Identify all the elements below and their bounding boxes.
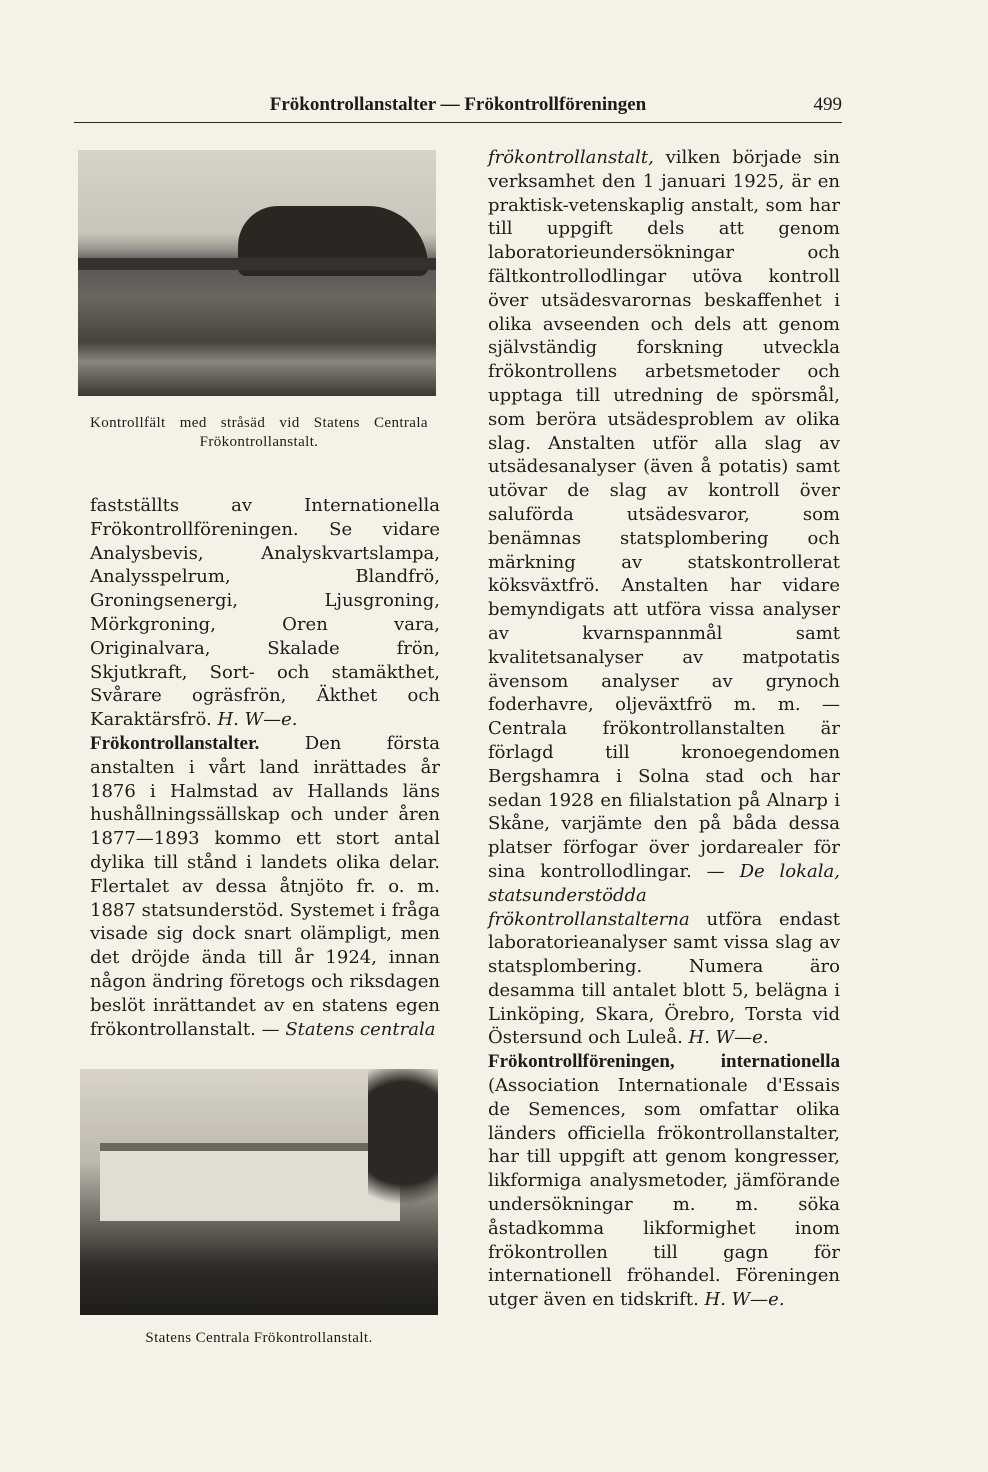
page-number: 499 [813,94,842,115]
paragraph-text: (Association Internationale d'Essais de Semences, som omfattar olika länders officiella frökontrollanstalter, har till uppgift att genom kongresser, likformiga analysmetoder, jämförande undersökningar m. m. söka åstadkomma likformighet inom frökontrollen till gagn för internationell fröhandel. Föreningen utger även en tidskrift. [488,1075,840,1311]
field-strip-shape [78,258,436,270]
paragraph [90,494,440,732]
paragraph-text: vilken började sin verksamhet den 1 januari 1925, är en praktisk-vetenskaplig anstalt, som har till uppgift dels att genom laboratorieundersökningar och fältkontrollodlingar utöva kontroll över utsädesvarornas beskaffenhet i olika avseenden och dels att genom självständig forskning utveckla frökontrollens arbetsmetoder och upptaga till utredning de spörsmål, som beröra utsädesproblem av olika slag. Anstalten utför alla slag av utsädesanalyser (även å potatis) samt utövar de slag av kontroll över saluförda utsädesvaror, som benämnas statsplombering och märkning av statskontrollerat köksväxtfrö. Anstalten har vidare bemyndigats att utföra vissa analyser av kvarnspannmål samt kvalitetsanalyser av matpotatis ävensom analyser av grynoch foderhavre, oljeväxtfrö m. m. — Centrala frökontrollanstalten är förlagd till kronoegendomen Bergshamra i Solna stad och har sedan 1928 en filialstation på Alnarp i Skåne, varjämte den på båda dessa platser förfogar över jordarealer för sina kontrollodlingar. — [488,147,840,882]
building-photo-icon [80,1069,438,1315]
entry-heading: Frökontrollanstalter. [90,732,260,754]
paragraph-text: Den första anstalten i vårt land inrättades år 1876 i Halmstad av Hallands läns hushållningssällskap och under åren 1877—1893 kommo ett stort antal dylika till stånd i landets olika delar. Flertalet av dessa åtnjöto fr. o. m. 1887 statsunderstöd. Systemet i fråga visade sig dock snart olämpligt, men det dröjde ända till år 1924, innan någon ändring företogs och riksdagen beslöt inrättandet av en statens egen frökontrollanstalt. — [90,732,440,1040]
italic-text: frökontrollanstalt, [488,147,654,168]
header-title: Frökontrollanstalter — Frökontrollföreningen [269,94,647,115]
figure-caption-2: Statens Centrala Frökontrollanstalt. [145,1330,373,1347]
running-header [74,92,842,123]
paragraph [488,1050,840,1312]
figure-2 [90,1069,440,1348]
entry-heading: Frökontrollföreningen, internationella [488,1051,840,1073]
author-signature: H. W—e. [688,1027,769,1049]
author-signature: H. W—e. [704,1289,785,1311]
field-photo-icon [78,150,436,396]
left-text [90,494,440,1041]
left-column [90,150,440,1348]
italic-text: De lokala, statsunderstödda frökontrollanstalterna [488,860,840,930]
tree-shape [368,1069,438,1229]
right-column [488,146,840,1312]
paragraph [90,732,440,1041]
house-shape [100,1143,400,1221]
author-signature: H. W—e. [217,709,298,731]
paragraph [488,146,840,1050]
paragraph-text: utföra endast laboratorieanalyser samt vissa slag av statsplombering. Numera äro desamma till antalet blott 5, belägna i Linköping, Skara, Örebro, Torsta vid Östersund och Luleå. [488,908,840,1049]
italic-text: Statens centrala [285,1018,436,1040]
figure-caption-1: Kontrollfält med stråsäd vid Statens Centrala Frökontrollanstalt. [90,415,428,450]
paragraph-text: fastställts av Internationella Frökontrollföreningen. Se vidare Analysbevis, Analyskvartslampa, Analysspelrum, Blandfrö, Groningsenergi, Ljusgroning, Mörkgroning, Oren vara, Originalvara, Skalade frön, Skjutkraft, Sort- och stamäkthet, Svårare ogräsfrön, Äkthet och Karaktärsfrö. [90,495,440,731]
